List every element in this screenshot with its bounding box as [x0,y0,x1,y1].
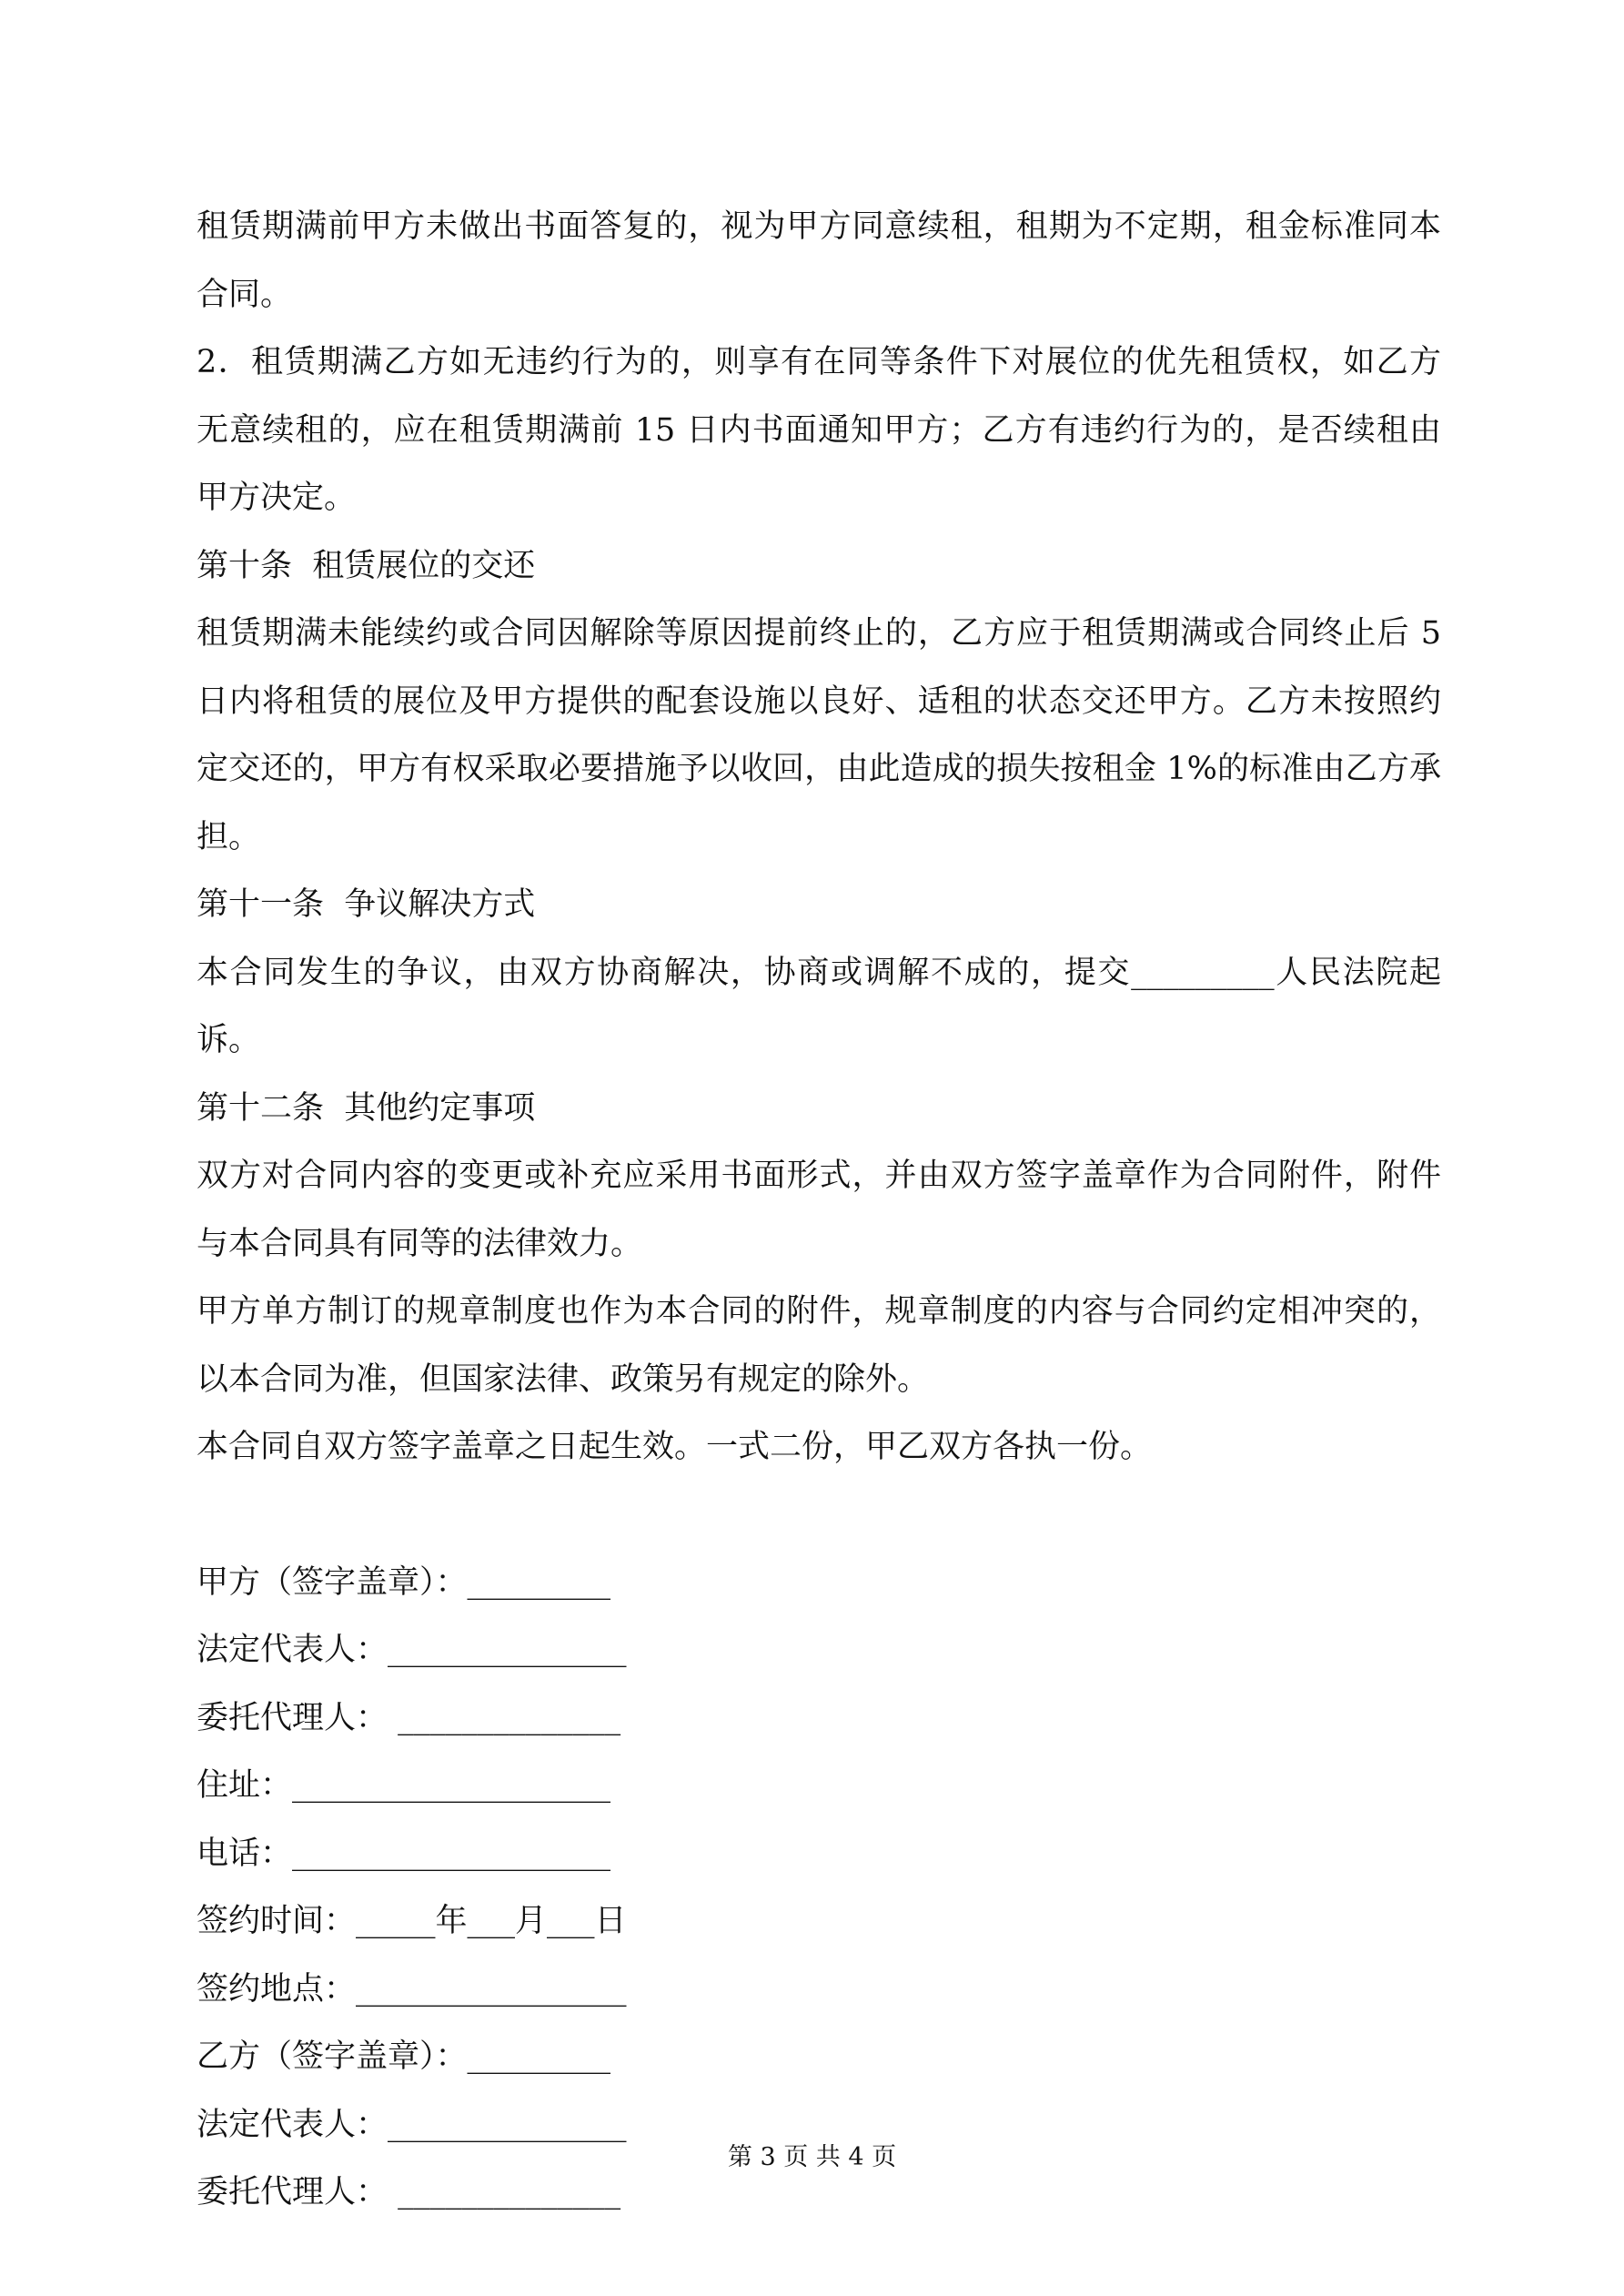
body-line: 租赁期满前甲方未做出书面答复的，视为甲方同意续租，租期为不定期，租金标准同本 [197,208,1441,245]
body-line: 合同。 [197,276,293,313]
body-line: 双方对合同内容的变更或补充应采用书面形式，并由双方签字盖章作为合同附件，附件 [197,1158,1441,1194]
signature-legal-rep: 法定代表人：_______________ [197,1632,627,1668]
body-line: 甲方决定。 [197,480,357,516]
body-line: 日内将租赁的展位及甲方提供的配套设施以良好、适租的状态交还甲方。乙方未按照约 [197,683,1441,720]
body-line: 甲方单方制订的规章制度也作为本合同的附件，规章制度的内容与合同约定相冲突的， [197,1293,1441,1330]
body-line: 与本合同具有同等的法律效力。 [197,1225,643,1262]
body-line: 以本合同为准，但国家法律、政策另有规定的除外。 [197,1360,930,1398]
page-number: 第 3 页 共 4 页 [727,2143,897,2171]
signature-place: 签约地点：_________________ [197,1970,627,2008]
body-line: 担。 [197,818,261,855]
signature-phone: 电话：____________________ [197,1835,611,1872]
signature-party-b: 乙方（签字盖章）：_________ [197,2038,611,2075]
body-line: 本合同发生的争议，由双方协商解决，协商或调解不成的，提交_________人民法院起 [197,954,1441,991]
section-heading: 第十一条 争议解决方式 [197,886,536,923]
signature-address: 住址：____________________ [197,1767,611,1804]
blank-gap [197,1482,1441,1549]
body-line: 诉。 [197,1022,261,1058]
signature-date: 签约时间：_____年___月___日 [197,1903,627,1939]
body-line: 本合同自双方签字盖章之日起生效。一式二份，甲乙双方各执一份。 [197,1429,1153,1465]
section-heading: 第十二条 其他约定事项 [197,1089,536,1127]
body-line: 无意续租的，应在租赁期满前 15 日内书面通知甲方；乙方有违约行为的，是否续租由 [197,411,1441,449]
section-heading: 第十条 租赁展位的交还 [197,547,536,584]
signature-agent: 委托代理人： ______________ [197,1699,621,1736]
signature-agent: 委托代理人： ______________ [197,2174,621,2210]
signature-legal-rep: 法定代表人：_______________ [197,2106,627,2143]
signature-party-a: 甲方（签字盖章）：_________ [197,1563,611,1601]
body-line: 租赁期满未能续约或合同因解除等原因提前终止的，乙方应于租赁期满或合同终止后 5 [197,615,1441,652]
body-line: 2．租赁期满乙方如无违约行为的，则享有在同等条件下对展位的优先租赁权，如乙方 [197,344,1441,380]
document-body [197,193,1441,2227]
body-line: 定交还的，甲方有权采取必要措施予以收回，由此造成的损失按租金 1%的标准由乙方承 [197,751,1441,787]
